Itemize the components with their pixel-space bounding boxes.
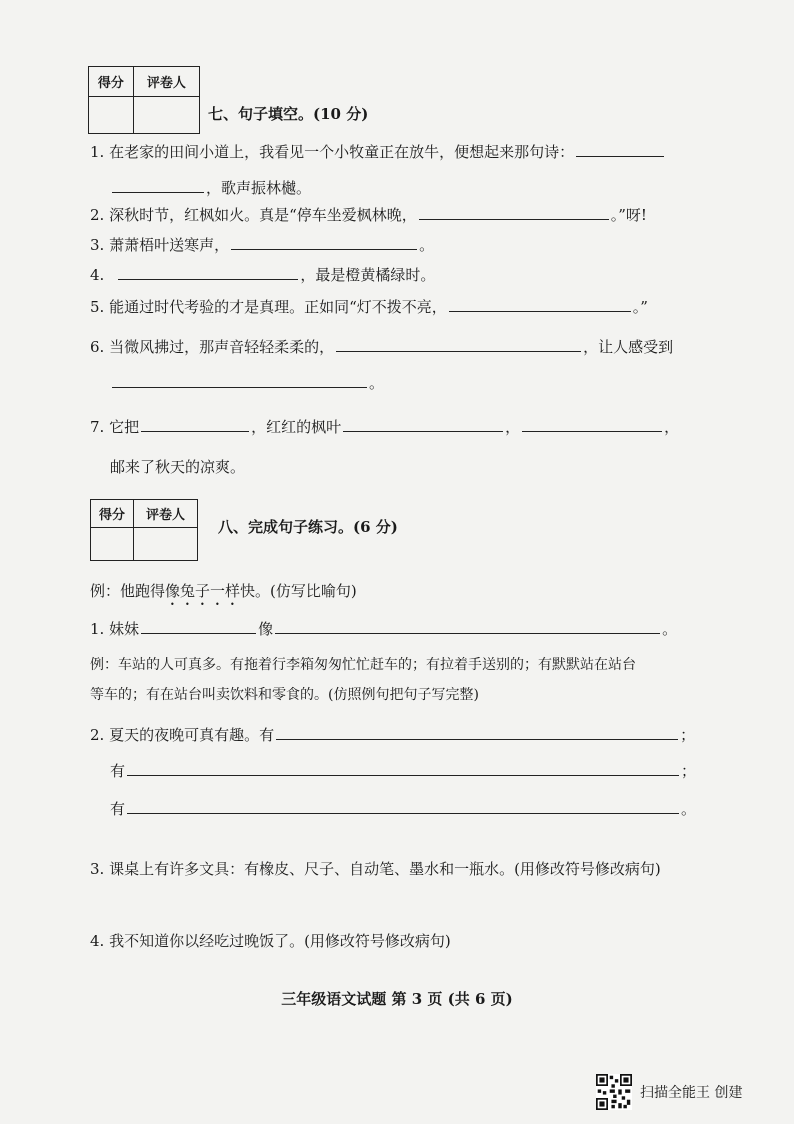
answer-blank[interactable] <box>112 386 367 388</box>
s7-q6-text: 6. 当微风拂过，那声音轻轻柔柔的， ，让人感受到 <box>90 338 674 356</box>
grader-cell[interactable] <box>133 97 199 134</box>
s8-example2-line2: 等车的；有在站台叫卖饮料和零食的。(仿照例句把句子写完整) <box>90 687 479 703</box>
answer-blank[interactable] <box>522 430 662 432</box>
s8-example1: 例：他跑得像兔子一样快。(仿写比喻句) <box>90 582 357 600</box>
s8-q4-text: 4. 我不知道你以经吃过晚饭了。(用修改符号修改病句) <box>90 932 451 950</box>
scanner-brand-text: 扫描全能王 创建 <box>640 1085 743 1101</box>
qr-code-icon <box>596 1074 632 1110</box>
s8-q3-text: 3. 课桌上有许多文具：有橡皮、尺子、自动笔、墨水和一瓶水。(用修改符号修改病句) <box>90 860 661 878</box>
s8-q2-line3: 有 。 <box>110 800 697 818</box>
s7-q4-text: 4. ，最是橙黄橘绿时。 <box>90 266 436 284</box>
s7-q7-text-cont: 邮来了秋天的凉爽。 <box>110 458 246 476</box>
s7-q5-text: 5. 能通过时代考验的才是真理。正如同“灯不拨不亮， 。” <box>90 298 648 316</box>
answer-blank[interactable] <box>118 278 298 280</box>
score-cell[interactable] <box>89 97 134 134</box>
section8-title: 八、完成句子练习。(6 分) <box>218 518 398 536</box>
answer-blank[interactable] <box>343 430 503 432</box>
grader-header: 评卷人 <box>134 500 198 528</box>
answer-blank[interactable] <box>336 350 581 352</box>
answer-blank[interactable] <box>576 155 664 157</box>
s7-q2-text: 2. 深秋时节，红枫如火。真是“停车坐爱枫林晚， 。”呀! <box>90 206 647 224</box>
answer-blank[interactable] <box>127 774 679 776</box>
s8-example2-line1: 例：车站的人可真多。有拖着行李箱匆匆忙忙赶车的；有拉着手送别的；有默默站在站台 <box>90 657 636 673</box>
s8-q2-line2: 有 ； <box>110 762 697 780</box>
s7-q1-text: 1. 在老家的田间小道上，我看见一个小牧童正在放牛，便想起来那句诗： <box>90 141 666 162</box>
s7-q3-text: 3. 萧萧梧叶送寒声， 。 <box>90 236 435 254</box>
score-box-7 <box>88 66 200 134</box>
score-cell[interactable] <box>91 528 134 561</box>
answer-blank[interactable] <box>141 632 256 634</box>
answer-blank[interactable] <box>275 632 660 634</box>
s8-q1-text: 1. 妹妹 像 。 <box>90 620 678 638</box>
answer-blank[interactable] <box>141 430 249 432</box>
answer-blank[interactable] <box>231 248 417 250</box>
answer-blank[interactable] <box>112 191 204 193</box>
s7-q6-text-cont: 。 <box>110 372 384 393</box>
s7-q1-text-cont: ，歌声振林樾。 <box>110 177 311 198</box>
answer-blank[interactable] <box>276 738 678 740</box>
section7-title: 七、句子填空。(10 分) <box>208 105 369 123</box>
score-header: 得分 <box>91 500 134 528</box>
grader-cell[interactable] <box>134 528 198 561</box>
answer-blank[interactable] <box>419 218 609 220</box>
score-header: 得分 <box>89 67 134 97</box>
s8-q2-text: 2. 夏天的夜晚可真有趣。有 ； <box>90 726 696 744</box>
answer-blank[interactable] <box>449 310 631 312</box>
grader-header: 评卷人 <box>133 67 199 97</box>
page-footer: 三年级语文试题 第 3 页 (共 6 页) <box>281 990 513 1008</box>
answer-blank[interactable] <box>127 812 679 814</box>
score-box-8 <box>90 499 198 561</box>
s7-q7-text: 7. 它把 ，红红的枫叶 ， ， <box>90 418 680 436</box>
